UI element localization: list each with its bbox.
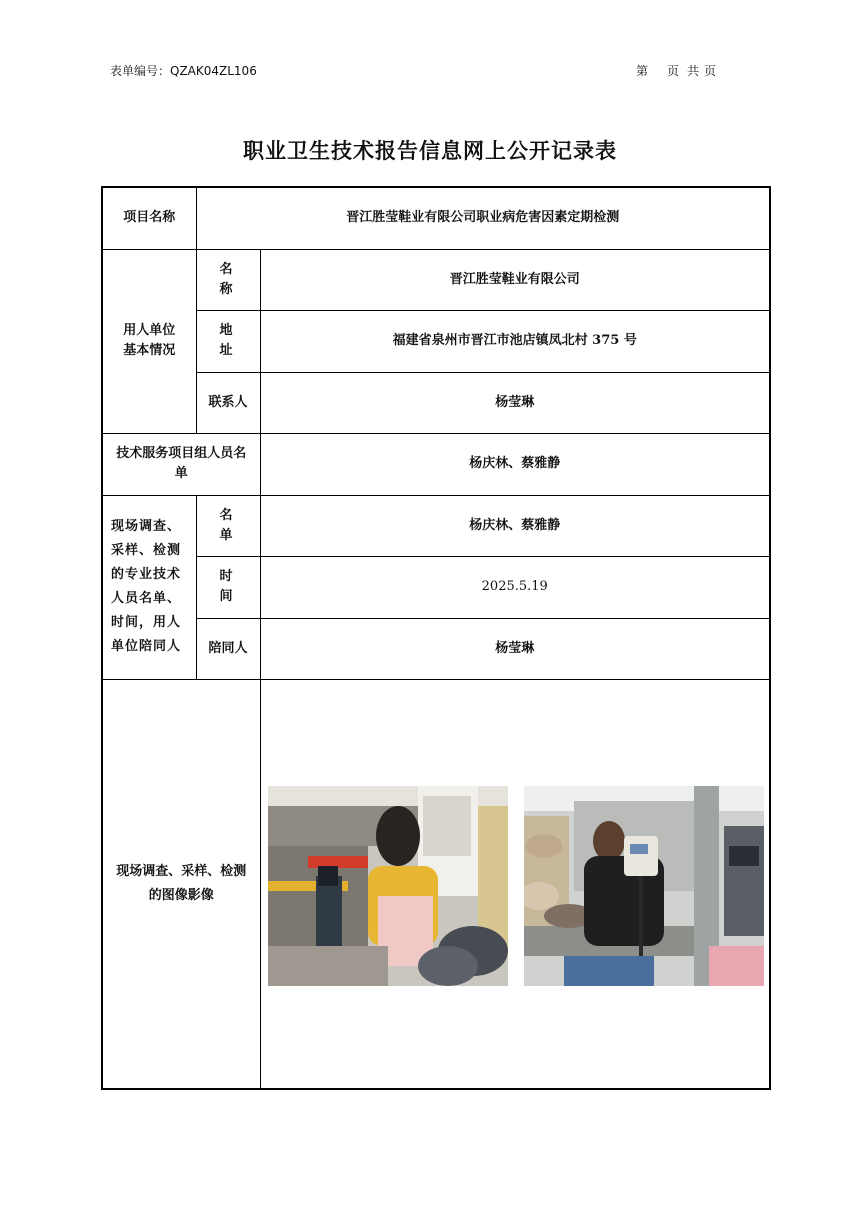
photo-area bbox=[261, 680, 770, 1089]
row-team bbox=[102, 433, 770, 495]
page-ye-total: 页 bbox=[704, 64, 717, 78]
survey-label: 现场调查、采样、检测的专业技术人员名单、时间，用人单位陪同人 bbox=[102, 495, 196, 679]
employer-name-label: 名称 bbox=[196, 249, 260, 310]
employer-contact-label: 联系人 bbox=[196, 372, 260, 433]
survey-names-value: 杨庆林、蔡雅静 bbox=[260, 495, 770, 556]
survey-escort-value: 杨莹琳 bbox=[260, 618, 770, 679]
site-photo-1 bbox=[268, 786, 508, 986]
team-label: 技术服务项目组人员名单 bbox=[102, 433, 260, 495]
row-employer-name bbox=[102, 249, 770, 310]
row-survey-escort bbox=[102, 618, 770, 679]
employer-address-label: 地址 bbox=[196, 310, 260, 372]
row-employer-address bbox=[102, 310, 770, 372]
site-photo-2 bbox=[524, 786, 764, 986]
page-gong: 共 bbox=[687, 64, 700, 78]
project-name-label: 项目名称 bbox=[102, 187, 196, 249]
row-survey-time bbox=[102, 556, 770, 618]
employer-label: 用人单位基本情况 bbox=[102, 249, 196, 433]
row-survey-names bbox=[102, 495, 770, 556]
form-number: 表单编号：QZAK04ZL106 bbox=[110, 64, 257, 78]
images-label: 现场调查、采样、检测的图像影像 bbox=[102, 679, 260, 1089]
employer-contact-value: 杨莹琳 bbox=[260, 372, 770, 433]
survey-time-value: 2025.5.19 bbox=[260, 556, 770, 618]
row-project-name bbox=[102, 187, 770, 249]
employer-name-value: 晋江胜莹鞋业有限公司 bbox=[260, 249, 770, 310]
images-cell bbox=[260, 679, 770, 1089]
survey-escort-label: 陪同人 bbox=[196, 618, 260, 679]
team-value: 杨庆林、蔡雅静 bbox=[260, 433, 770, 495]
document-title: 职业卫生技术报告信息网上公开记录表 bbox=[243, 139, 617, 163]
page-info bbox=[636, 62, 716, 79]
survey-names-label: 名单 bbox=[196, 495, 260, 556]
row-images bbox=[102, 679, 770, 1089]
page-ye: 页 bbox=[667, 64, 680, 78]
project-name-value: 晋江胜莹鞋业有限公司职业病危害因素定期检测 bbox=[196, 187, 770, 249]
survey-time-label: 时间 bbox=[196, 556, 260, 618]
page-di: 第 bbox=[636, 64, 649, 78]
row-employer-contact bbox=[102, 372, 770, 433]
record-table bbox=[101, 186, 771, 1090]
employer-address-value: 福建省泉州市晋江市池店镇凤北村 375 号 bbox=[260, 310, 770, 372]
